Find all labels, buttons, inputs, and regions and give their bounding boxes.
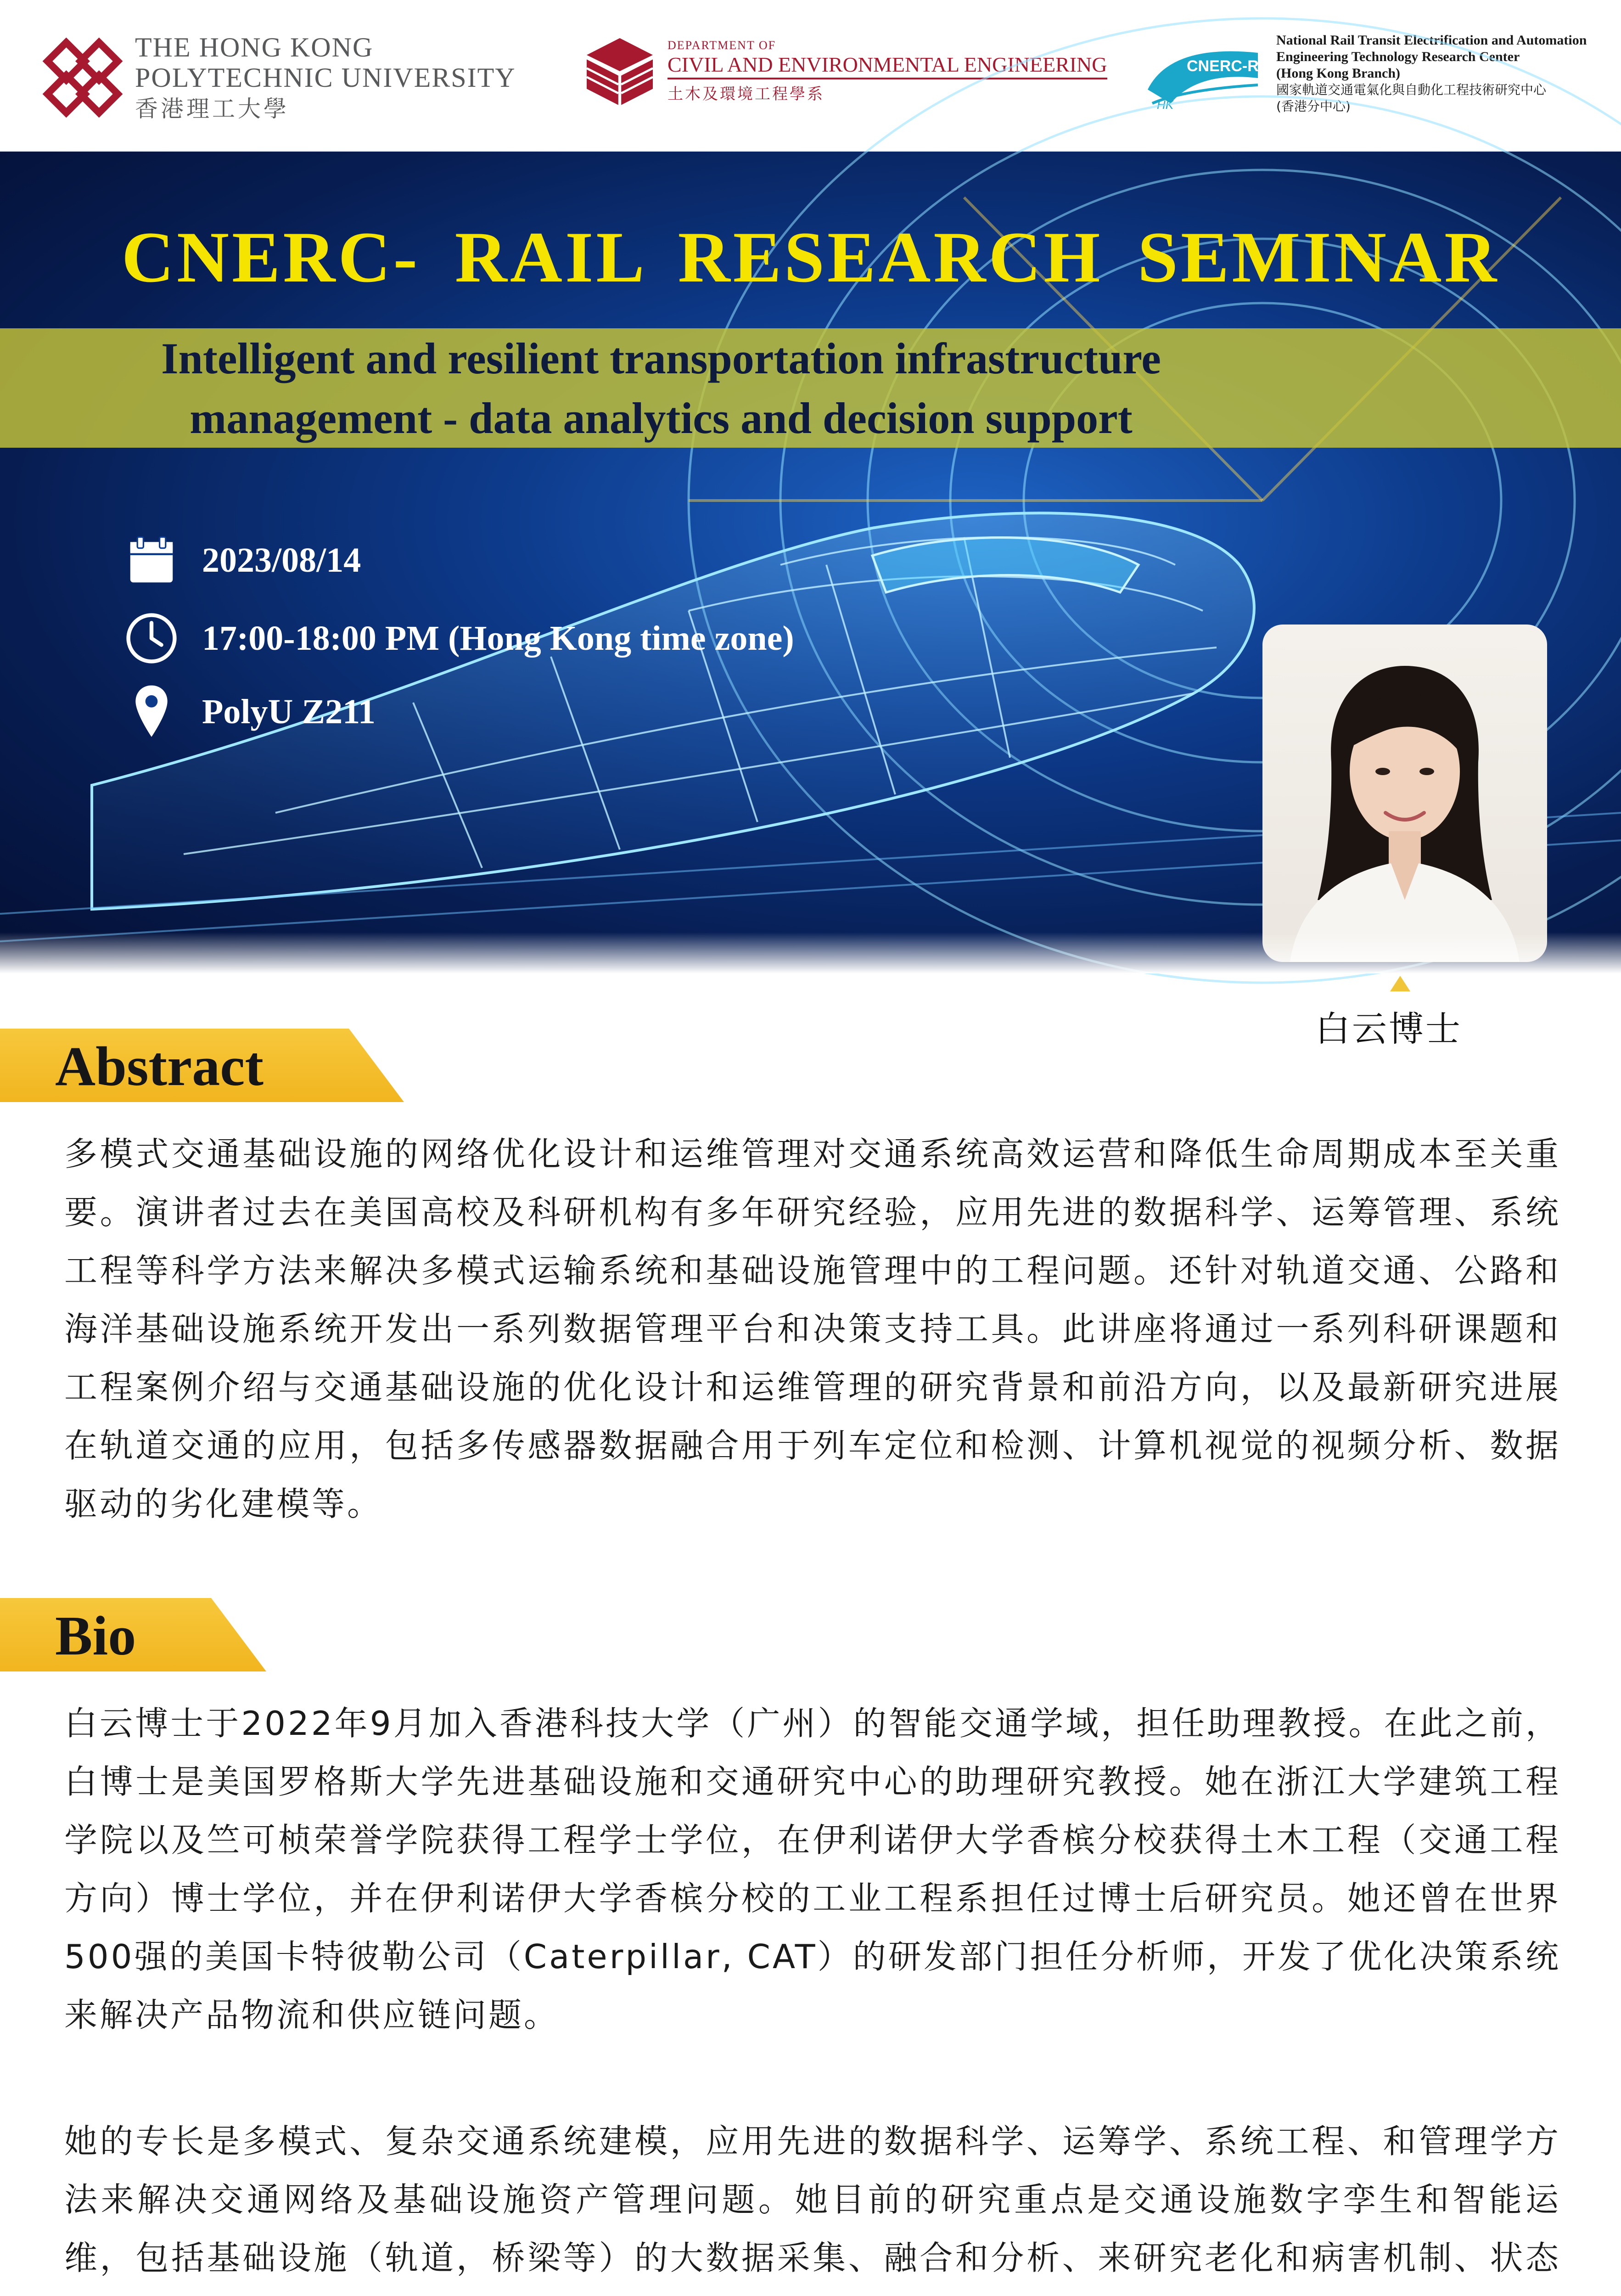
seminar-title: CNERC- RAIL RESEARCH SEMINAR bbox=[121, 217, 1500, 298]
cee-department-name: CIVIL AND ENVIRONMENTAL ENGINEERING bbox=[667, 52, 1107, 79]
talk-title-line2: management - data analytics and decision support bbox=[190, 394, 1133, 443]
cee-department-chinese: 土木及環境工程學系 bbox=[667, 85, 825, 103]
cnerc-badge-sub: HK bbox=[1157, 98, 1174, 112]
abstract-text: 多模式交通基础设施的网络优化设计和运维管理对交通系统高效运营和降低生命周期成本至关重要。演讲者过去在美国高校及科研机构有多年研究经验，应用先进的数据科学、运筹管理、系统工程等科学方法来解决多模式运输系统和基础设施管理中的工程问题。还针对轨道交通、公路和海洋基础设施系统开发出一系列数据管理平台和决策支持工具。此讲座将通过一系列科研课题和工程案例介绍与交通基础设施的优化设计和运维管理的研究背景和前沿方向，以及最新研究进展在轨道交通的应用，包括多传感器数据融合用于列车定位和检测、计算机视觉的视频分析、数据驱动的劣化建模等。 bbox=[64, 1135, 1561, 1523]
logo-bar bbox=[0, 0, 1621, 152]
calendar-icon bbox=[126, 535, 177, 585]
abstract-heading: Abstract bbox=[55, 1035, 264, 1097]
polyu-emblem-icon bbox=[41, 39, 124, 117]
polyu-name-line2: POLYTECHNIC UNIVERSITY bbox=[135, 62, 516, 93]
event-time: 17:00-18:00 PM (Hong Kong time zone) bbox=[202, 619, 794, 658]
abstract-header bbox=[0, 1029, 404, 1102]
photo-caret-icon bbox=[1390, 976, 1410, 991]
date-row bbox=[124, 533, 361, 588]
bio-header bbox=[0, 1598, 266, 1671]
event-date: 2023/08/14 bbox=[202, 540, 361, 580]
bio-heading: Bio bbox=[55, 1605, 136, 1667]
clock-icon bbox=[124, 611, 179, 666]
cnerc-chinese-name: 國家軌道交通電氣化與自動化工程技術研究中心 (香港分中心) bbox=[1276, 82, 1547, 114]
seminar-banner bbox=[0, 152, 1621, 974]
cee-logo bbox=[583, 32, 1107, 110]
cnerc-english-name: National Rail Transit Electrification and Automation Engineering Technology Research Center (Hong Kong Branch) bbox=[1276, 33, 1587, 81]
polyu-name-chinese: 香港理工大學 bbox=[135, 96, 289, 122]
speaker-photo bbox=[1262, 625, 1547, 962]
polyu-logo bbox=[41, 32, 516, 123]
cnerc-logo bbox=[1143, 32, 1587, 115]
cnerc-badge-label: CNERC-Rail bbox=[1187, 57, 1276, 75]
talk-title-line1: Intelligent and resilient transportation infrastructure bbox=[161, 334, 1161, 383]
venue-row bbox=[124, 684, 376, 739]
bio-paragraph-2: 她的专长是多模式、复杂交通系统建模，应用先进的数据科学、运筹学、系统工程、和管理学方法来解决交通网络及基础设施资产管理问题。她目前的研究重点是交通设施数字孪生和智能运维，包括基础设施（轨道，桥梁等）的大数据采集、融合和分析、来研究老化和病害机制、状态 bbox=[64, 2122, 1561, 2277]
banner-fade bbox=[0, 932, 1621, 974]
bio-paragraph-1: 白云博士于2022年9月加入香港科技大学（广州）的智能交通学域，担任助理教授。在此之前，白博士是美国罗格斯大学先进基础设施和交通研究中心的助理研究教授。她在浙江大学建筑工程学院以及竺可桢荣誉学院获得工程学士学位，在伊利诺伊大学香槟分校获得土木工程（交通工程方向）博士学位，并在伊利诺伊大学香槟分校的工业工程系担任过博士后研究员。她还曾在世界500强的美国卡特彼勒公司（Caterpillar, CAT）的研发部门担任分析师，开发了优化决策系统来解决产品物流和供应链问题。 bbox=[64, 1704, 1561, 2034]
event-venue: PolyU Z211 bbox=[202, 692, 376, 731]
cee-building-icon bbox=[583, 32, 656, 110]
polyu-name-line1: THE HONG KONG bbox=[135, 32, 374, 62]
location-pin-icon bbox=[131, 684, 172, 739]
time-row bbox=[124, 611, 794, 666]
speaker-name: 白云博士 bbox=[1315, 1008, 1462, 1049]
cee-department-label: DEPARTMENT OF bbox=[667, 39, 776, 52]
cnerc-rail-badge bbox=[1143, 34, 1276, 113]
